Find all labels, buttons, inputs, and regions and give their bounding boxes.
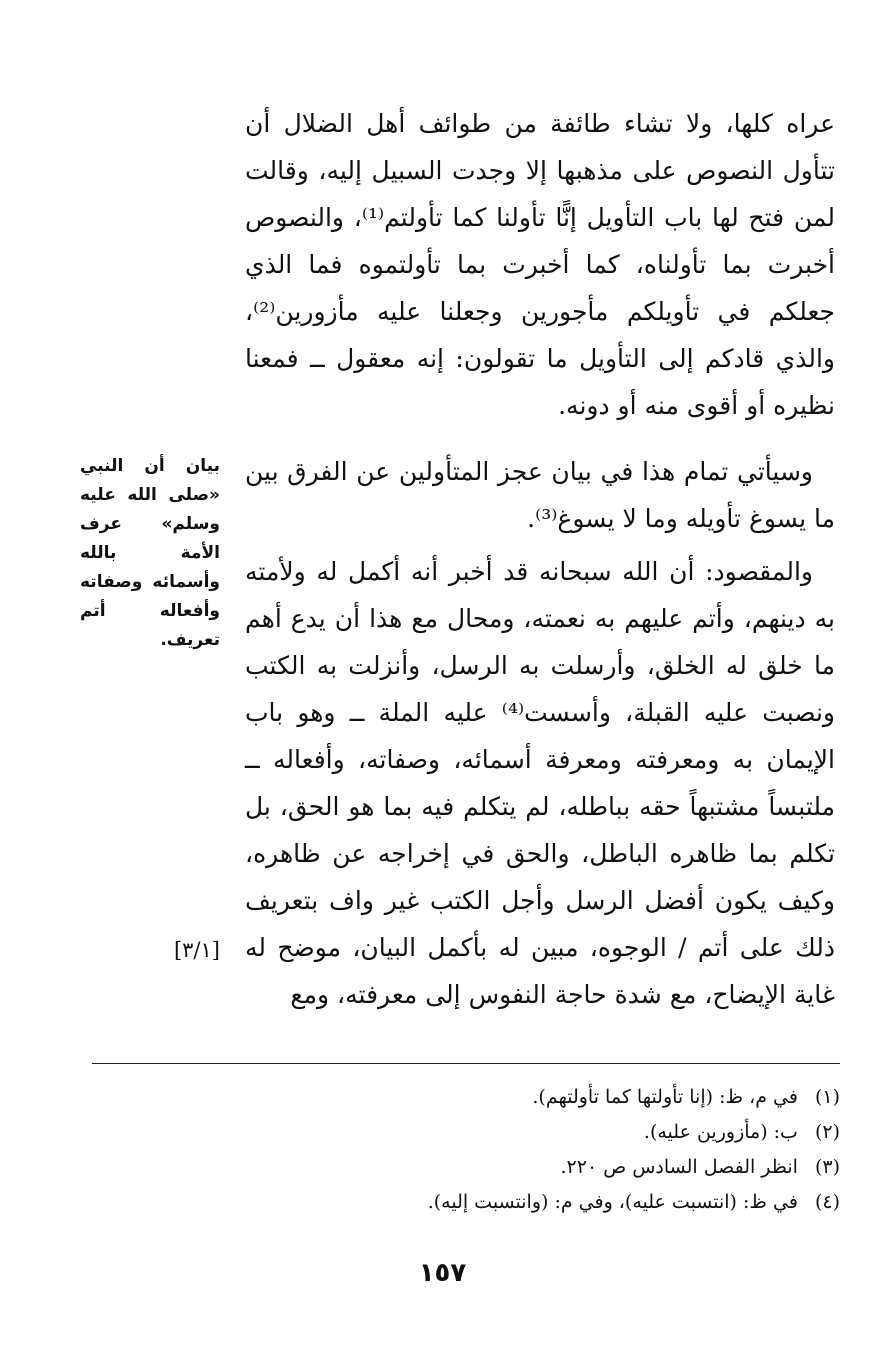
body-paragraph-1 [245, 100, 835, 429]
paragraph-text: عراه كلها، ولا تشاء طائفة من طوائف أهل الضلال أن تتأول النصوص على مذهبها إلا وجدت السبيل إليه، وقالت لمن فتح لها باب التأويل إنًّا تأولنا كما تأولتم⁽¹⁾، والنصوص أخبرت بما تأولناه، كما أخبرت بما تأولتموه فما الذي جعلكم في تأويلكم مأجورين وجعلنا عليه مأزورين⁽²⁾، والذي قادكم إلى التأويل ما تقولون: إنه معقول ــ فمعنا نظيره أو أقوى منه أو دونه. [245, 109, 835, 420]
footnote-number: (١) [814, 1086, 840, 1108]
manuscript-page-reference: [٣/١] [173, 938, 220, 962]
footnotes [95, 1080, 840, 1220]
page-number: ١٥٧ [418, 1258, 467, 1288]
footnote-number: (٤) [814, 1191, 840, 1213]
margin-note: بيان أن النبي «صلى الله عليه وسلم» عرف الأمة بالله وأسمائه وصفاته وأفعاله أتم تعريف. [80, 456, 220, 650]
footnote-divider [92, 1063, 840, 1064]
footnote-text: ب: (مأزورين عليه). [643, 1121, 798, 1143]
footnote-1 [95, 1080, 840, 1115]
footnote-text: في ظ: (انتسبت عليه)، وفي م: (وانتسبت إليه). [427, 1191, 798, 1213]
paragraph-text: وسيأتي تمام هذا في بيان عجز المتأولين عن الفرق بين ما يسوغ تأويله وما لا يسوغ⁽³⁾. [245, 457, 835, 533]
footnote-2 [95, 1115, 840, 1150]
footnote-number: (٣) [814, 1156, 840, 1178]
body-paragraph-3 [245, 548, 835, 1018]
footnote-3 [95, 1150, 840, 1185]
footnote-text: في م، ظ: (إنا تأولتها كما تأولتهم). [532, 1086, 798, 1108]
footnote-text: انظر الفصل السادس ص ٢٢٠. [560, 1156, 798, 1178]
paragraph-text: والمقصود: أن الله سبحانه قد أخبر أنه أكمل له ولأمته به دينهم، وأتم عليهم به نعمته، ومحال مع هذا أن يدع أهم ما خلق له الخلق، وأرسلت به الرسل، وأنزلت به الكتب ونصبت عليه القبلة، وأسست⁽⁴⁾ عليه الملة ــ وهو باب الإيمان به ومعرفته ومعرفة أسمائه، وصفاته، وأفعاله ــ ملتبساً مشتبهاً حقه بباطله، لم يتكلم فيه بما هو الحق، بل تكلم بما ظاهره الباطل، والحق في إخراجه عن ظاهره، وكيف يكون أفضل الرسل وأجل الكتب غير واف بتعريف ذلك على أتم / الوجوه، مبين له بأكمل البيان، موضح له غاية الإيضاح، مع شدة حاجة النفوس إلى معرفته، ومع [245, 557, 836, 1009]
footnote-number: (٢) [814, 1121, 840, 1143]
footnote-4 [95, 1185, 840, 1220]
body-paragraph-2 [245, 448, 835, 542]
